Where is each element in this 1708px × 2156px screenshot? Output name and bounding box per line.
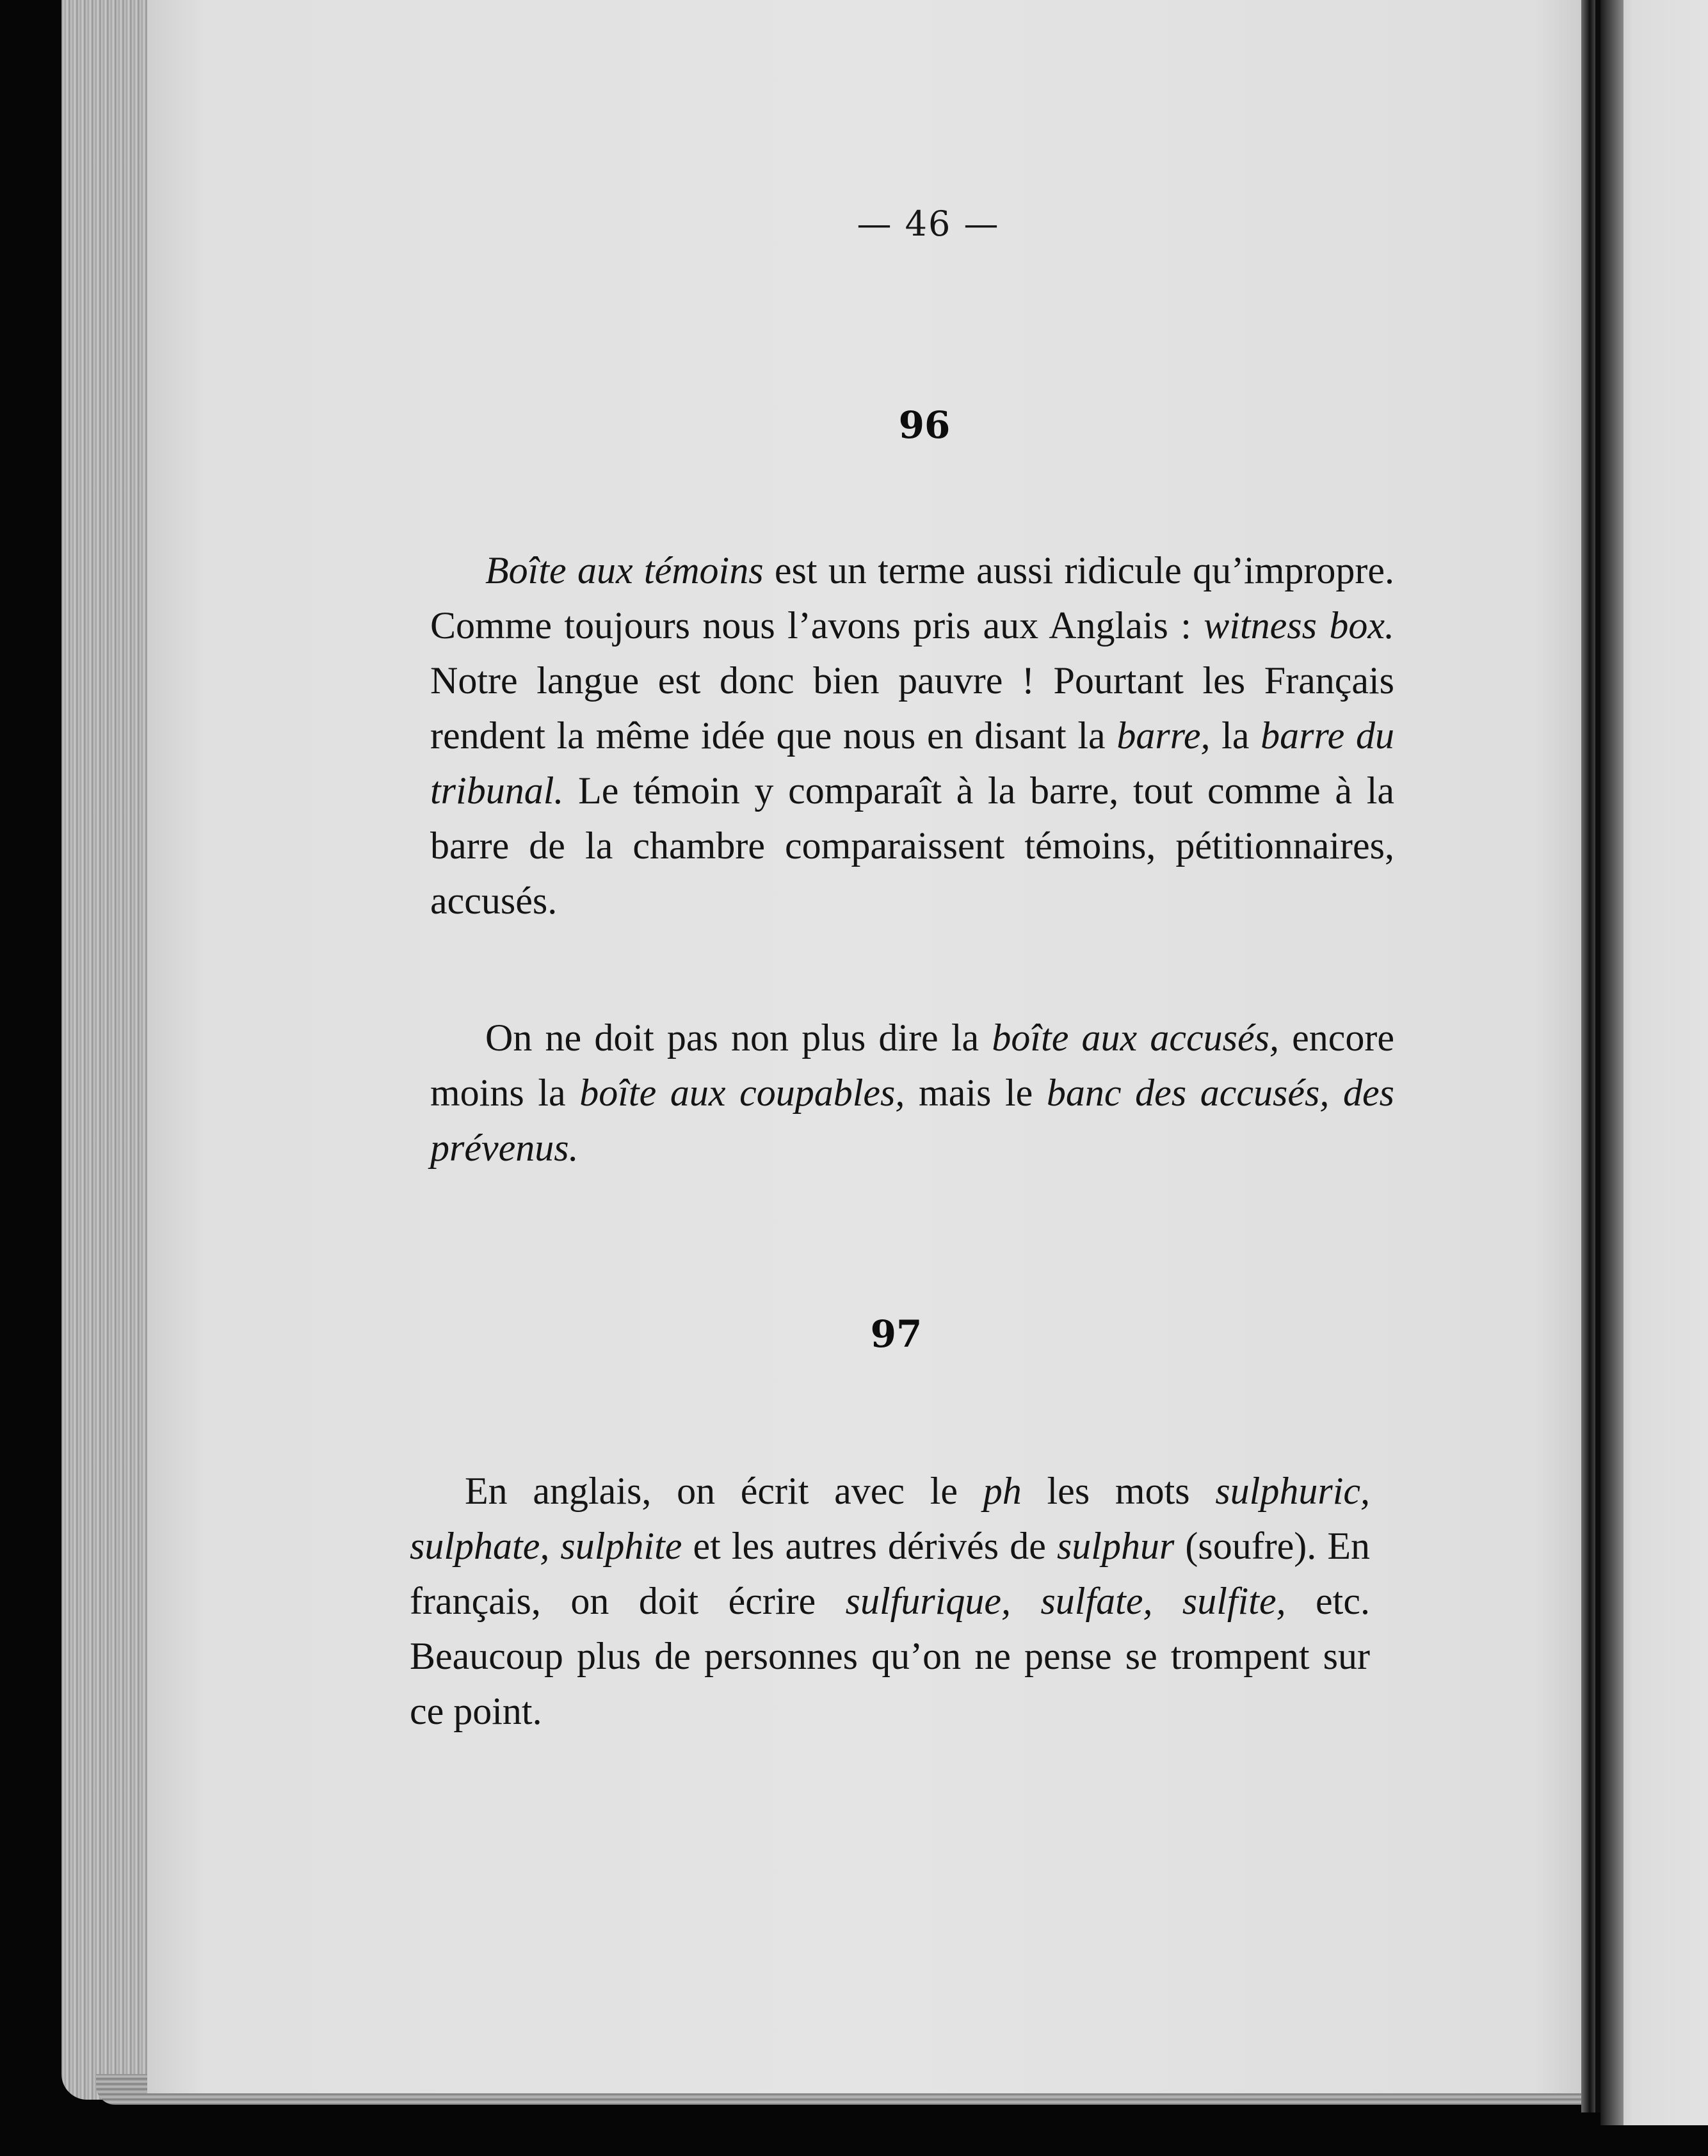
section-97-paragraph-1 bbox=[410, 1463, 1370, 1739]
italic-run: sulphur bbox=[1056, 1525, 1175, 1567]
italic-run: sulfurique, sulfate, sulfite, bbox=[845, 1580, 1286, 1622]
italic-run: sulphuric, sulphate, sulphite bbox=[410, 1470, 1370, 1567]
text-run: est un terme aussi ridicule qu’impropre. Comme toujours nous l’avons pris aux Anglais : bbox=[430, 549, 1394, 647]
italic-run: banc des accusés, des prévenus. bbox=[430, 1072, 1394, 1169]
italic-run: Boîte aux témoins bbox=[485, 549, 764, 591]
text-run: En anglais, on écrit avec le bbox=[465, 1470, 983, 1512]
italic-run: boîte aux accusés, bbox=[992, 1017, 1279, 1059]
text-run: encore moins la bbox=[430, 1017, 1395, 1114]
italic-run: barre, bbox=[1116, 714, 1211, 757]
text-run: (soufre). En français, on doit écrire bbox=[410, 1525, 1371, 1622]
text-run: les mots bbox=[1021, 1470, 1216, 1512]
text-run: et les autres dérivés de bbox=[682, 1525, 1057, 1567]
text-run: la bbox=[1210, 714, 1261, 757]
text-run: etc. Beaucoup plus de personnes qu’on ne pense se trompent sur ce point. bbox=[410, 1580, 1370, 1732]
facing-page-edge bbox=[1600, 0, 1623, 2125]
section-96-paragraph-2 bbox=[430, 1010, 1394, 1175]
italic-run: ph bbox=[983, 1470, 1022, 1512]
italic-run: boîte aux coupables, bbox=[579, 1072, 905, 1114]
text-run: On ne doit pas non plus dire la bbox=[485, 1017, 992, 1059]
text-run: Le témoin y comparaît à la barre, tout comme à la barre de la chambre comparaissent témoins, pétitionnaires, accusés. bbox=[430, 769, 1394, 922]
text-run: mais le bbox=[905, 1072, 1047, 1114]
section-96-paragraph-1 bbox=[430, 543, 1394, 928]
section-number-96: 96 bbox=[898, 403, 951, 447]
text-run: Notre langue est donc bien pauvre ! Pourtant les Français rendent la même idée que nous en disant la bbox=[430, 659, 1394, 757]
page-number: — 46 — bbox=[857, 204, 1000, 244]
italic-run: barre du tribunal. bbox=[430, 714, 1394, 812]
gutter-shadow bbox=[1595, 0, 1600, 2112]
section-number-97: 97 bbox=[870, 1312, 922, 1356]
book-gutter bbox=[1581, 0, 1595, 2112]
italic-run: witness box. bbox=[1204, 604, 1394, 647]
